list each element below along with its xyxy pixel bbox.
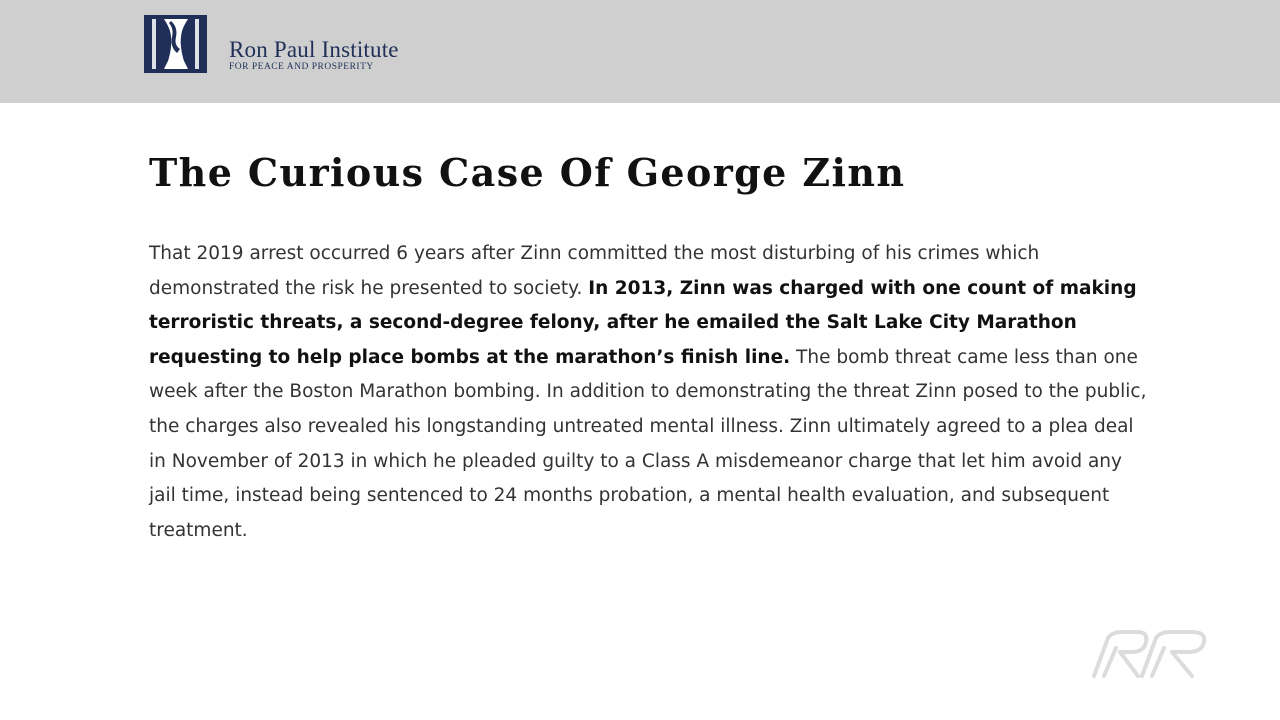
rr-logo-icon: [1086, 628, 1210, 680]
article-title: The Curious Case Of George Zinn: [149, 150, 906, 195]
liberty-bell-icon[interactable]: [144, 15, 207, 73]
paragraph-rest: The bomb threat came less than one week after the Boston Marathon bombing. In addition to demonstrating the threat Zinn posed to the public, the charges also revealed his longstanding untreated mental illness. Zinn ultimately agreed to a plea deal in November of 2013 in which he pleaded guilty to a Class A misdemeanor charge that let him avoid any jail time, instead being sentenced to 24 months probation, a mental health evaluation, and subsequent treatment.: [149, 346, 1147, 541]
article-paragraph: [149, 237, 1149, 548]
paragraph-intro: That 2019 arrest occurred 6 years after Zinn committed the most disturbing of his crimes which demonstrated the risk he presented to society.: [149, 243, 1040, 299]
logo-tagline: FOR PEACE AND PROSPERITY: [229, 62, 374, 72]
header-bar: [0, 0, 1280, 103]
logo-name: Ron Paul Institute: [229, 37, 399, 62]
logo-text[interactable]: [229, 38, 399, 72]
paragraph-highlight: In 2013, Zinn was charged with one count of making terroristic threats, a second-degree felony, after he emailed the Salt Lake City Marathon requesting to help place bombs at the marathon’s finish line.: [149, 277, 1137, 368]
